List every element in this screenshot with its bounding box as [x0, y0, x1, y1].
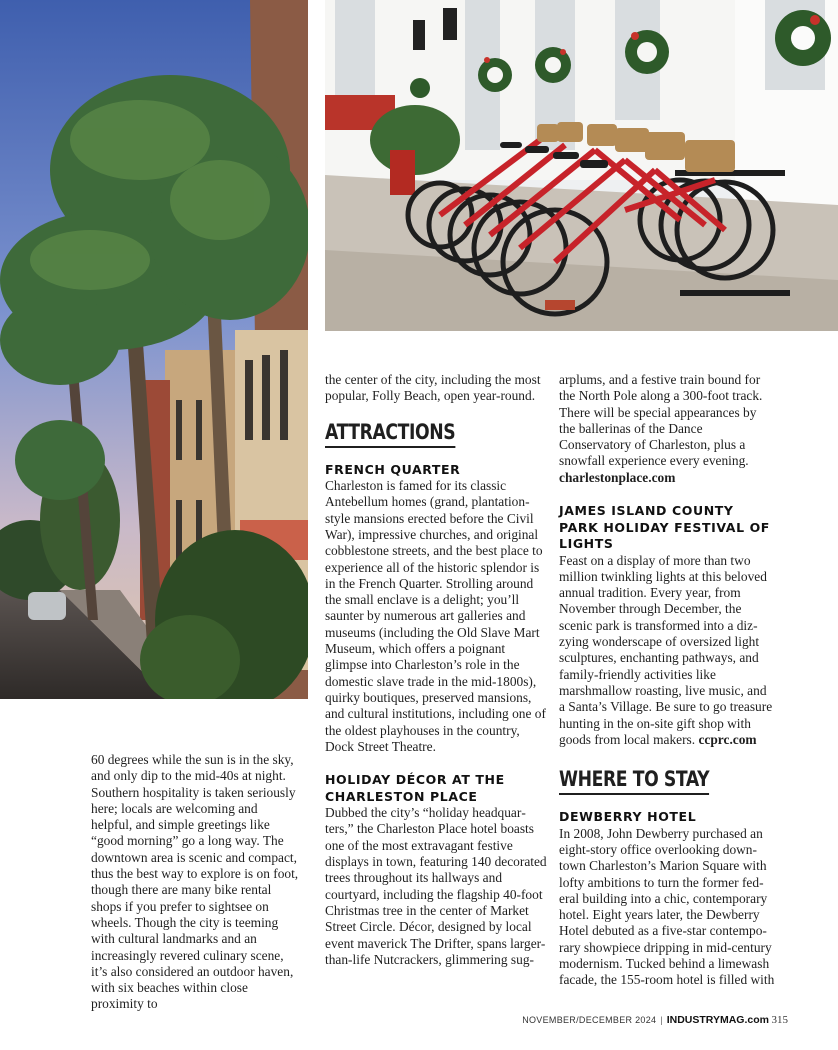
dewberry-hotel-heading: DEWBERRY HOTEL [559, 809, 697, 825]
footer-separator: | [660, 1015, 663, 1025]
holiday-decor-body: Dubbed the city’s “holiday headquarters,” the Charleston Place hotel boasts one of the most extravagant festive displays in town, featuring 140 decorated trees throughout its hallways and courtyard, including the flagship 40-foot Christmas tree in the center of Market Street Circle. Décor, designed by local event maverick The Drifter, spans larger-than-life Nutcrackers, glimmering sug- [325, 805, 547, 967]
bicycles-photo [325, 0, 838, 331]
intro-paragraph: the center of the city, including the most popular, Folly Beach, open year-round. [325, 372, 541, 404]
issue-date: NOVEMBER/DECEMBER 2024 [522, 1015, 657, 1025]
french-quarter-heading: FRENCH QUARTER [325, 461, 461, 477]
james-island-body: Feast on a display of more than two million twinkling lights at this beloved annual tradition. Every year, from November through December, the scenic park is transformed into a dizzying wonderscape of oversized light sculptures, enchanting pathways, and family-friendly activities like marshmallow roasting, live music, and a Santa’s Village. Be sure to go treasure hunting in the on-site gift shop with goods from local makers. [559, 552, 773, 747]
french-quarter-body: Charleston is famed for its classic Antebellum homes (grand, plantation-style mansions erected before the Civil War), impressive churches, and original cobblestone streets, and the best place to experience all of the historic splendor is in the French Quarter. Strolling around the small enclave is a delight; you’ll saunter by numerous art galleries and museums (including the Old Slave Mart Museum, which offers a poignant glimpse into Charleston’s role in the domestic slave trade in the mid-1800s), quirky boutiques, preserved mansions, and cultural institutions, including one of the oldest playhouses in the country, Dock Street Theatre. [325, 478, 546, 754]
palm-street-photo [0, 0, 308, 699]
james-island-paragraph [559, 553, 775, 749]
charlestonplace-url: charlestonplace.com [559, 469, 676, 485]
ccprc-url: ccprc.com [698, 731, 757, 747]
page-footer [522, 1014, 788, 1026]
continued-text: arplums, and a festive train bound for the North Pole along a 300-foot track. There will be special appearances by the ballerinas of the Dance Conservatory of Charleston, plus a snowfall experience every evening. [559, 372, 763, 469]
dewberry-hotel-body: In 2008, John Dewberry purchased an eight-story office overlooking downtown Charleston’s Marion Square with lofty ambitions to turn the former federal building into a chic, contemporary hotel. Eight years later, the Dewberry Hotel debuted as a five-star contemporary showpiece dripping in mid-century modernism. Tucked behind a limewash facade, the 155-room hotel is filled with [559, 825, 775, 988]
magazine-brand: INDUSTRYMAG.com [666, 1014, 769, 1026]
body-text-col1: 60 degrees while the sun is in the sky, and only dip to the mid-40s at night. Southern hospitality is taken seriously here; locals are welcoming and helpful, and simple greetings like “good morning” go a long way. The downtown area is scenic and compact, thus the best way to explore is on foot, though there are many bike rental shops if you prefer to sightsee on wheels. Though the city is teeming with cultural landmarks and an increasingly revered culinary scene, it’s also considered an outdoor haven, with six beaches within close proximity to [91, 752, 299, 1012]
column-2 [325, 372, 547, 968]
james-island-heading: JAMES ISLAND COUNTY PARK HOLIDAY FESTIVAL OF LIGHTS [559, 503, 770, 552]
continued-paragraph [559, 372, 775, 486]
holiday-decor-heading: HOLIDAY DÉCOR AT THE CHARLESTON PLACE [325, 772, 505, 804]
page-number: 315 [771, 1014, 788, 1026]
column-3 [559, 372, 775, 989]
where-to-stay-heading: WHERE TO STAY [559, 766, 709, 795]
column-1 [91, 752, 299, 1013]
attractions-heading: ATTRACTIONS [325, 419, 455, 448]
